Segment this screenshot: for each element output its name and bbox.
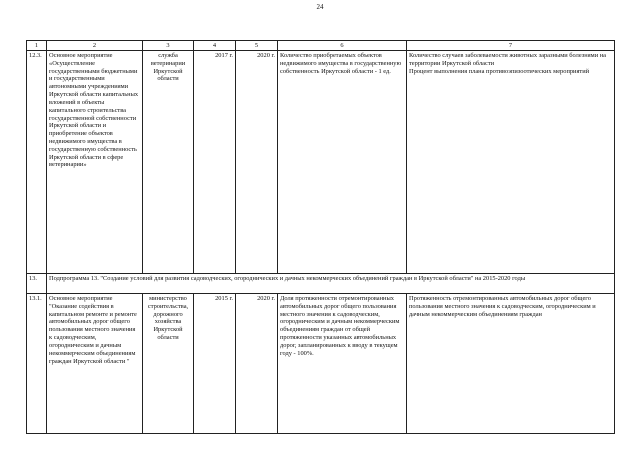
direct-result: Количество приобретаемых объектов недвижимого имущества в государственную собственность Иркутской области - 1 ед. [278, 51, 407, 274]
indicators: Протяженность отремонтированных автомобильных дорог общего пользования местного значения к садоводческим, огородническим и дачным некоммерческим объединениям граждан [407, 294, 615, 434]
table-row [27, 51, 615, 274]
measure-name: Основное мероприятие "Оказание содействия в капитальном ремонте и ремонте автомобильных дорог общего пользования местного значения к садоводческим, огородническим и дачным некоммерческим объединениям граждан Иркутской области " [47, 294, 143, 434]
row-number: 13.1. [27, 294, 47, 434]
column-number: 5 [236, 41, 278, 51]
indicators: Количество случаев заболеваемости животных заразными болезнями на территории Иркутской области Процент выполнения плана противоэпизоотических мероприятий [407, 51, 615, 274]
start-year: 2017 г. [194, 51, 236, 274]
row-number: 12.3. [27, 51, 47, 274]
executor: служба ветеринарии Иркутской области [143, 51, 194, 274]
row-number: 13. [27, 274, 47, 294]
column-number: 2 [47, 41, 143, 51]
executor: министерство строительства, дорожного хозяйства Иркутской области [143, 294, 194, 434]
end-year: 2020 г. [236, 294, 278, 434]
end-year: 2020 г. [236, 51, 278, 274]
start-year: 2015 г. [194, 294, 236, 434]
subprogram-title: Подпрограмма 13. "Создание условий для развития садоводческих, огороднических и дачных некоммерческих объединений граждан в Иркутской области" на 2015-2020 годы [47, 274, 615, 294]
measure-name: Основное мероприятие «Осуществление государственными бюджетными и государственными автономными учреждениями Иркутской области капитальных вложений в объекты капитального строительства государственной собственности Иркутской области и приобретение объектов недвижимого имущества в государственную собственность Иркутской области в сфере ветеринарии» [47, 51, 143, 274]
table-row [27, 294, 615, 434]
column-number: 4 [194, 41, 236, 51]
subprogram-row [27, 274, 615, 294]
page-number: 24 [316, 3, 324, 11]
column-numbers-row [27, 41, 615, 51]
column-number: 6 [278, 41, 407, 51]
column-number: 3 [143, 41, 194, 51]
column-number: 1 [27, 41, 47, 51]
column-number: 7 [407, 41, 615, 51]
measures-table [26, 40, 615, 434]
direct-result: Доля протяженности отремонтированных автомобильных дорог общего пользования местного значения к садоводческим, огородническим и дачным некоммерческим объединениям граждан от общей протяженности указанных автомобильных дорог, запланированных к вводу в текущем году - 100%. [278, 294, 407, 434]
